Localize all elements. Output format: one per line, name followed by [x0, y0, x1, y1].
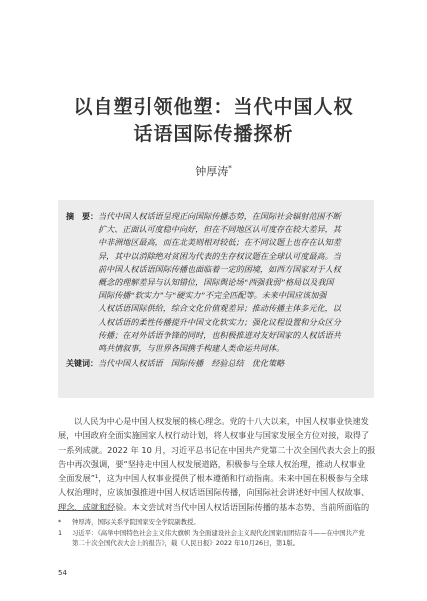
footnotes: [58, 517, 376, 549]
abstract-line: 扩大、正面认可度稳中向好，但在不同地区认可度存在较大差异，其: [98, 225, 341, 235]
body-line: 理念、成就和经验。本文尝试对当代中国人权话语国际传播的基本态势、当前所面临的: [58, 501, 370, 512]
footnote-mark: 1: [58, 528, 63, 537]
article-title-line-1: 以自塑引领他塑：当代中国人权: [73, 96, 354, 118]
body-line: 展，中国政府全面实施国家人权行动计划，将人权事业与国家发展全方位对接，取得了: [58, 430, 370, 441]
keywords-label: 关键词：: [66, 359, 98, 369]
abstract-line: 人权话语的柔性传播提升中国文化软实力；强化议程设置和分众区分: [98, 317, 341, 327]
abstract-box: [58, 200, 374, 398]
footnote-text: 钟厚涛，国际关系学院国家安全学院副教授。: [72, 518, 200, 526]
abstract-line: 传播；在对外话语争锋的同时，也积极推进对友好国家的人权话语共: [98, 330, 341, 340]
abstract-line: 异，其中以消除绝对贫困为代表的生存权议题在全球认可度最高。当: [98, 251, 341, 261]
abstract-line: 国际传播“软实力”与“硬实力”不完全匹配等。未来中国应该加强: [98, 291, 327, 301]
abstract-label: 摘 要：: [66, 212, 98, 221]
body-line: 告中再次强调，要“坚持走中国人权发展道路，积极参与全球人权治理，推动人权事业: [58, 458, 366, 469]
keywords-line: [66, 357, 364, 370]
footnote-mark: *: [58, 518, 62, 526]
abstract-text: 当代中国人权话语呈现正向国际传播态势，在国际社会辐射范围不断: [98, 212, 341, 221]
body-line: 全面发展”¹，这为中国人权事业提供了根本遵循和行动指南。未来中国在积极参与全球: [58, 473, 369, 484]
abstract-line: 前中国人权话语国际传播也面临着一定的困境，如西方国家对于人权: [98, 264, 341, 274]
abstract-line: 人权话语国际供给，综合文化价值观差异；推动传播主体多元化，以: [98, 304, 341, 314]
abstract-line: 中非洲地区最高，而在北美则相对较低；在不同议题上也存在认知差: [98, 238, 341, 248]
keywords-text: 当代中国人权话语 国际传播 经验总结 优化策略: [98, 359, 285, 369]
footnote: [58, 517, 376, 528]
author-footnote-mark: *: [228, 164, 232, 173]
footnote-text: 习近平：《高举中国特色社会主义伟大旗帜 为全面建设社会主义现代化国家而团结奋斗——在中国共产党: [72, 528, 365, 537]
body-paragraph: [58, 414, 376, 514]
page-number: 54: [58, 569, 67, 577]
body-line: 一系列成就。2022 年 10 月，习近平总书记在中国共产党第二十次全国代表大会上的报: [58, 444, 376, 455]
abstract-line: 概念的理解差异与认知错位，国际舆论场“西强我弱”格局以及我国: [98, 278, 334, 288]
article-title-line-2: 话语国际传播探析: [133, 123, 294, 145]
footnote: [58, 528, 376, 539]
footnote-divider: [58, 510, 113, 511]
author-name: 钟厚涛: [195, 165, 229, 178]
abstract-line: 鸣共情叙事，与世界各国携手构建人类命运共同体。: [98, 344, 285, 354]
body-line: 以人民为中心是中国人权发展的核心理念。党的十八大以来，中国人权事业快速发: [74, 416, 369, 426]
abstract-line: [66, 210, 364, 223]
footnote-continuation: 第二十次全国代表大会上的报告》，载《人民日报》2022 年10月26日，第1版。: [72, 539, 300, 548]
body-line: 人权治理时，应该加强推进中国人权话语国际传播，向国际社会讲述好中国人权故事、: [58, 487, 370, 498]
author-byline: [0, 163, 427, 179]
